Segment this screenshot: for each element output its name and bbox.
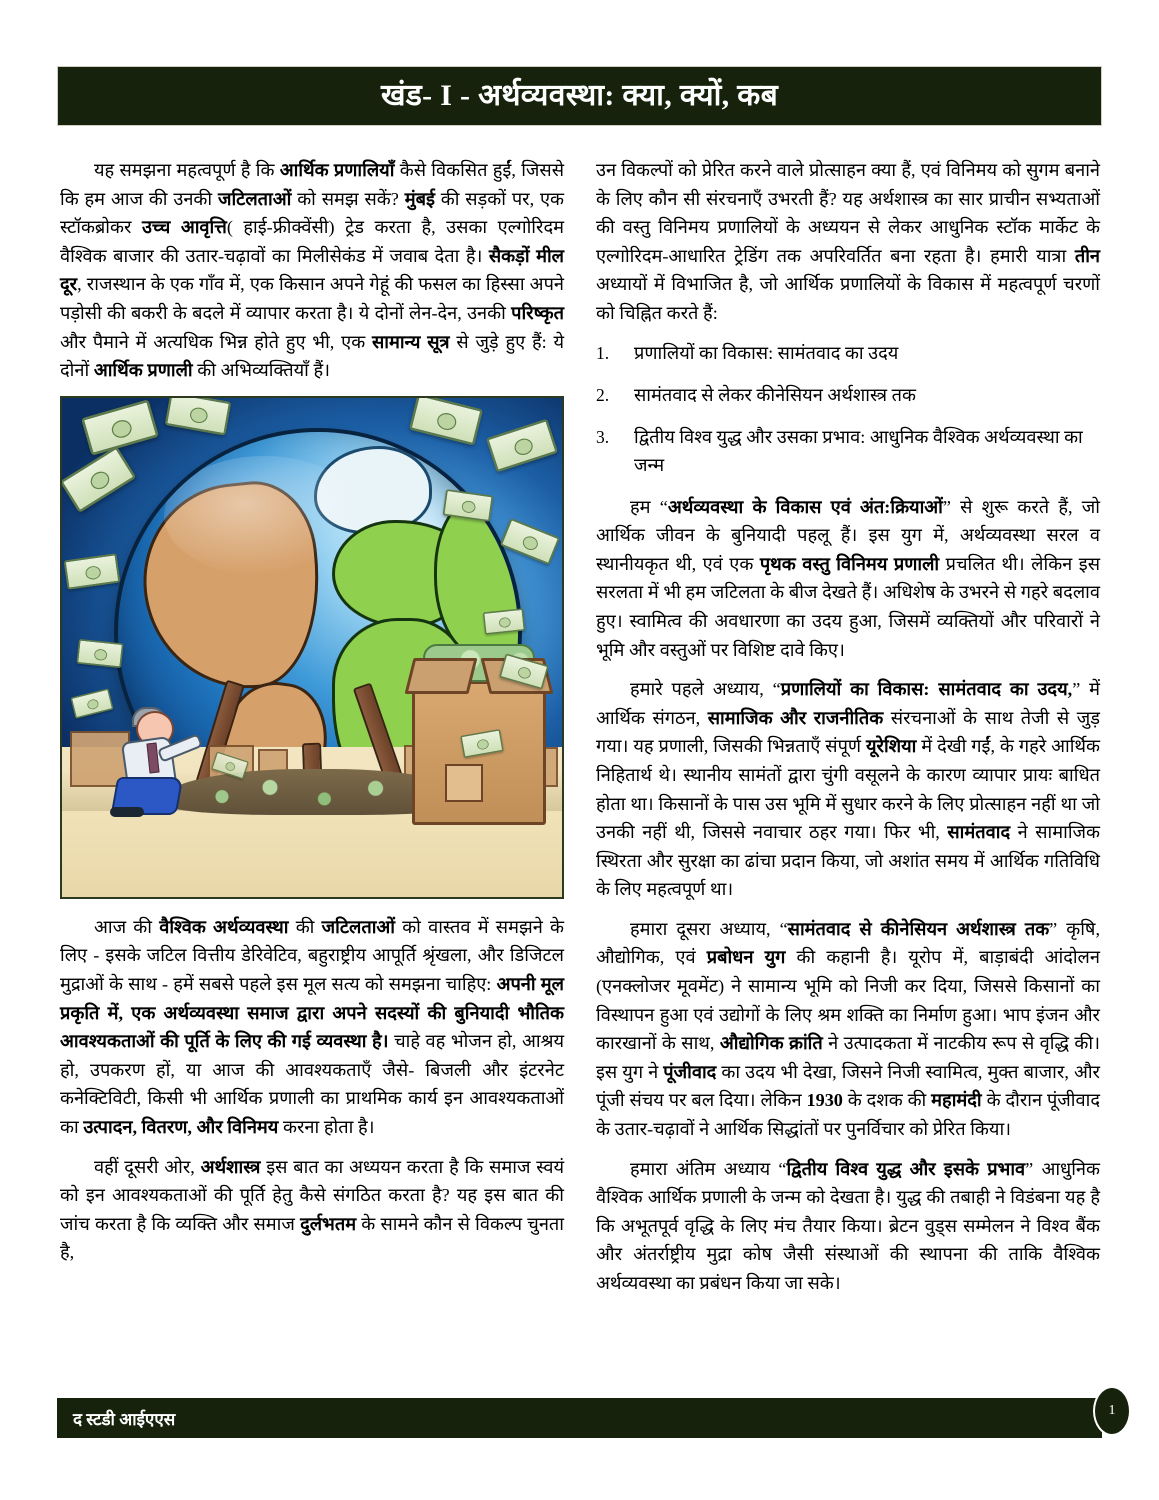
list-item-label: सामंतवाद से लेकर कीनेसियन अर्थशास्त्र तक [634,384,916,405]
dollar-bill-icon [486,418,558,472]
list-item-number: 1. [596,342,610,363]
list-item [596,423,1100,479]
dollar-bill-icon [165,396,232,436]
footer-band [57,1398,1102,1438]
right-paragraph-1: उन विकल्पों को प्रेरित करने वाले प्रोत्साहन क्या हैं, एवं विनिमय को सुगम बनाने के लिए कौन सी संरचनाएँ उभरती हैं? यह अर्थशास्त्र का सार प्राचीन सभ्यताओं की वस्तु विनिमय प्रणालियों के अध्ययन से लेकर आधुनिक स्टॉक मार्केट के एल्गोरिदम-आधारित ट्रेडिंग तक अपरिवर्तित बना रहता है। हमारी यात्रा तीन अध्यायों में विभाजित है, जो आर्थिक प्रणालियों के विकास में महत्वपूर्ण चरणों को चिह्नित करते हैं: [596,160,1100,323]
box-flap-left [405,658,478,694]
dollar-bill-icon [409,396,483,446]
list-item-number: 2. [596,384,610,405]
dollar-bill-icon [483,608,525,634]
left-paragraph-1: यह समझना महत्वपूर्ण है कि आर्थिक प्रणालियाँ कैसे विकसित हुईं, जिससे कि हम आज की उनकी जटिलताओं को समझ सकें? मुंबई की सड़कों पर, एक स्टॉकब्रोकर उच्च आवृत्ति( हाई-फ्रीक्वेंसी) ट्रेड करता है, उसका एल्गोरिदम वैश्विक बाजार की उतार-चढ़ावों का मिलीसेकंड में जवाब देता है। सैकड़ों मील दूर, राजस्थान के एक गाँव में, एक किसान अपने गेहूं की फसल का हिस्सा अपने पड़ोसी की बकरी के बदले में व्यापार करता है। ये दोनों लेन-देन, उनकी परिष्कृत और पैमाने में अत्यधिक भिन्न होते हुए भी, एक सामान्य सूत्र से जुड़े हुए हैं: ये दोनों आर्थिक प्रणाली की अभिव्यक्तियाँ हैं। [60,160,565,381]
right-column [596,156,1100,1309]
dollar-bill-icon [76,639,123,668]
businessman-figure [114,711,200,817]
globe-highlight [164,456,364,576]
illustration-sky [62,398,562,897]
businessman-shoe [110,807,144,817]
list-item-label: प्रणालियों का विकास: सामंतवाद का उदय [634,342,899,363]
footer-brand: द स्टडी आईएएस [73,1409,176,1429]
list-item-label: द्वितीय विश्व युद्ध और उसका प्रभाव: आधुनिक वैश्विक अर्थव्यवस्था का जन्म [634,426,1083,475]
section-header-band [57,66,1102,126]
box-shipping-label [445,764,483,802]
left-column [60,156,564,1309]
dollar-bill-icon [64,553,121,590]
page-number-badge: 1 [1093,1386,1131,1436]
dollar-bill-icon [81,399,159,456]
globe-money-illustration [60,396,564,899]
right-paragraph-2: हम “अर्थव्यवस्था के विकास एवं अंत:क्रियाओं” से शुरू करते हैं, जो आर्थिक जीवन के बुनियादी पहलू हैं। इस युग में, अर्थव्यवस्था सरल व स्थानीयकृत थी, एवं एक पृथक वस्तु विनिमय प्रणाली प्रचलित थी। लेकिन इस सरलता में भी हम जटिलता के बीज देखते हैं। अधिशेष के उभरने से गहरे बदलाव हुए। स्वामित्व की अवधारणा का उदय हुआ, जिसमें व्यक्तियों और परिवारों ने भूमि और वस्तुओं पर विशिष्ट दावे किए। [596,496,1100,660]
left-paragraph-2: आज की वैश्विक अर्थव्यवस्था की जटिलताओं को वास्तव में समझने के लिए - इसके जटिल वित्तीय डेरिवेटिव, बहुराष्ट्रीय आपूर्ति श्रृंखला, और डिजिटल मुद्राओं के साथ - हमें सबसे पहले इस मूल सत्य को समझना चाहिए: अपनी मूल प्रकृति में, एक अर्थव्यवस्था समाज द्वारा अपने सदस्यों की बुनियादी भौतिक आवश्यकताओं की पूर्ति के लिए की गई व्यवस्था है। चाहे वह भोजन हो, आश्रय हो, उपकरण हों, या आज की आवश्यकताएँ जैसे- बिजली और इंटरनेट कनेक्टिविटी, किसी भी आर्थिक प्रणाली का प्राथमिक कार्य इन आवश्यकताओं का उत्पादन, वितरण, और विनिमय करना होता है। [60,916,565,1137]
right-paragraph-5: हमारा अंतिम अध्याय “द्वितीय विश्व युद्ध और इसके प्रभाव” आधुनिक वैश्विक आर्थिक प्रणाली के जन्म को देखता है। युद्ध की तबाही ने विडंबना यह है कि अभूतपूर्व वृद्धि के लिए मंच तैयार किया। ब्रेटन वुड्स सम्मेलन ने विश्व बैंक और अंतर्राष्ट्रीय मुद्रा कोष जैसी संस्थाओं की स्थापना की ताकि वैश्विक अर्थव्यवस्था का प्रबंधन किया जा सके। [596,1158,1100,1293]
right-paragraph-4: हमारा दूसरा अध्याय, “सामंतवाद से कीनेसियन अर्थशास्त्र तक” कृषि, औद्योगिक, एवं प्रबोधन युग की कहानी है। यूरोप में, बाड़ाबंदी आंदोलन (एनक्लोजर मूवमेंट) ने सामान्य भूमि को निजी कर दिया, जिससे किसानों का विस्थापन हुआ एवं उद्योगों के लिए श्रम शक्ति का निर्माण हुआ। भाप इंजन और कारखानों के साथ, औद्योगिक क्रांति ने उत्पादकता में नाटकीय रूप से वृद्धि की। इस युग ने पूंजीवाद का उदय भी देखा, जिसने निजी स्वामित्व, मुक्त बाजार, और पूंजी संचय पर बल दिया। लेकिन 1930 के दशक की महामंदी के दौरान पूंजीवाद के उतार-चढ़ावों ने आर्थिक सिद्धांतों पर पुनर्विचार को प्रेरित किया। [596,918,1100,1140]
page-title: खंड- I - अर्थव्यवस्था: क्या, क्यों, कब [380,79,779,112]
two-column-body [60,156,1100,1309]
right-paragraph-3: हमारे पहले अध्याय, “प्रणालियों का विकास: सामंतवाद का उदय,” में आर्थिक संगठन, सामाजिक और राजनीतिक संरचनाओं के साथ तेजी से जुड़ गया। यह प्रणाली, जिसकी भिन्नताएँ संपूर्ण यूरेशिया में देखी गईं, के गहरे आर्थिक निहितार्थ थे। स्थानीय सामंतों द्वारा चुंगी वसूलने के कारण व्यापार प्रायः बाधित होता था। किसानों के पास उस भूमि में सुधार करने के लिए प्रोत्साहन नहीं था जो उनकी नहीं थी, जिससे नवाचार ठहर गया। फिर भी, सामंतवाद ने सामाजिक स्थिरता और सुरक्षा का ढांचा प्रदान किया, जो अशांत समय में आर्थिक गतिविधि के लिए महत्वपूर्ण था। [596,679,1100,900]
left-paragraph-3: वहीं दूसरी ओर, अर्थशास्त्र इस बात का अध्ययन करता है कि समाज स्वयं को इन आवश्यकताओं की पूर्ति हेतु कैसे संगठित करता है? यह इस बात की जांच करता है कि व्यक्ति और समाज दुर्लभतम के सामने कौन से विकल्प चुनता है, [60,1156,565,1263]
chapter-list [596,339,1100,479]
dollar-bill-icon [70,688,113,719]
list-item-number: 3. [596,426,610,447]
dollar-bill-icon [60,446,136,513]
list-item [596,381,1100,409]
list-item [596,339,1100,367]
